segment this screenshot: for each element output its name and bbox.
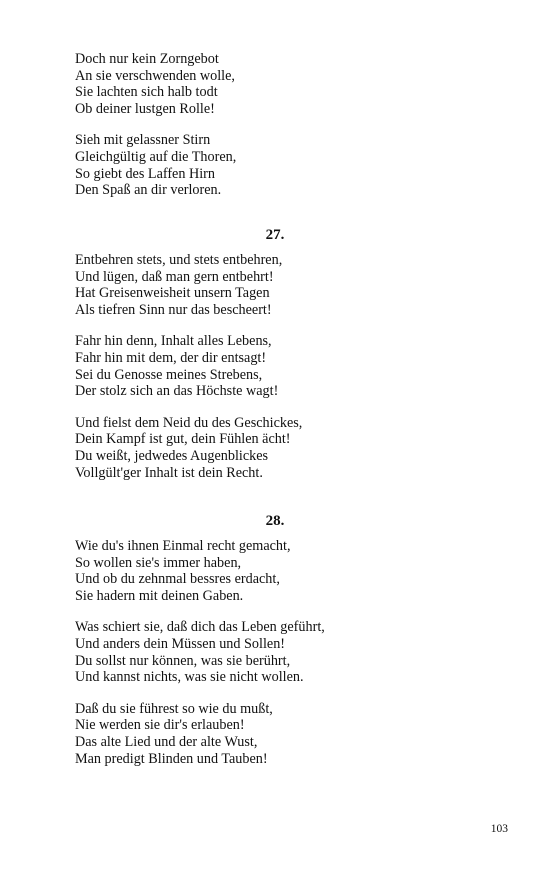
poem-number-heading: 27. [265,227,285,243]
poem-number-heading: 28. [265,513,285,529]
stanza [75,415,475,481]
verse-line: Nie werden sie dir's erlauben! [75,717,245,734]
verse-line: Gleichgültig auf die Thoren, [75,148,237,165]
verse-line: Ob deiner lustgen Rolle! [75,100,215,117]
stanza [75,701,475,767]
stanza [75,619,475,685]
verse-line: So wollen sie's immer haben, [75,554,242,571]
verse-line: Fahr hin denn, Inhalt alles Lebens, [75,333,272,350]
page-number: 103 [490,823,508,835]
verse-line: So giebt des Laffen Hirn [75,165,216,182]
verse-line: Als tiefren Sinn nur das bescheert! [75,301,272,318]
verse-line: Und ob du zehnmal bessres erdacht, [75,571,280,588]
verse-line: Du weißt, jedwedes Augenblickes [75,447,269,464]
stanza [75,51,475,117]
verse-line: Und anders dein Müssen und Sollen! [75,635,286,652]
verse-line: Sieh mit gelassner Stirn [75,132,211,149]
poem-28 [75,538,475,782]
verse-line: Und lügen, daß man gern entbehrt! [75,268,274,285]
verse-line: Vollgült'ger Inhalt ist dein Recht. [75,464,263,481]
poem-continuation [75,51,475,214]
verse-line: Fahr hin mit dem, der dir entsagt! [75,349,267,366]
verse-line: Doch nur kein Zorngebot [75,51,219,67]
verse-line: Dein Kampf ist gut, dein Fühlen ächt! [75,431,291,448]
verse-line: An sie verschwenden wolle, [75,67,235,84]
verse-line: Daß du sie führest so wie du mußt, [75,700,273,717]
verse-line: Entbehren stets, und stets entbehren, [75,252,283,268]
verse-line: Wie du's ihnen Einmal recht gemacht, [75,538,291,554]
verse-line: Den Spaß an dir verloren. [75,182,222,199]
verse-line: Was schiert sie, daß dich das Leben geführt, [75,619,325,636]
verse-line: Hat Greisenweisheit unsern Tagen [75,285,270,302]
verse-line: Und fielst dem Neid du des Geschickes, [75,414,303,431]
verse-line: Sie lachten sich halb todt [75,84,218,101]
stanza [75,132,475,198]
verse-line: Du sollst nur können, was sie berührt, [75,652,291,669]
verse-line: Das alte Lied und der alte Wust, [75,733,258,750]
poem-27 [75,252,475,496]
stanza [75,538,475,604]
verse-line: Sei du Genosse meines Strebens, [75,366,263,383]
stanza [75,252,475,318]
verse-line: Sie hadern mit deinen Gaben. [75,587,244,604]
stanza [75,333,475,399]
verse-line: Der stolz sich an das Höchste wagt! [75,383,279,400]
verse-line: Und kannst nichts, was sie nicht wollen. [75,669,304,686]
verse-line: Man predigt Blinden und Tauben! [75,750,268,767]
